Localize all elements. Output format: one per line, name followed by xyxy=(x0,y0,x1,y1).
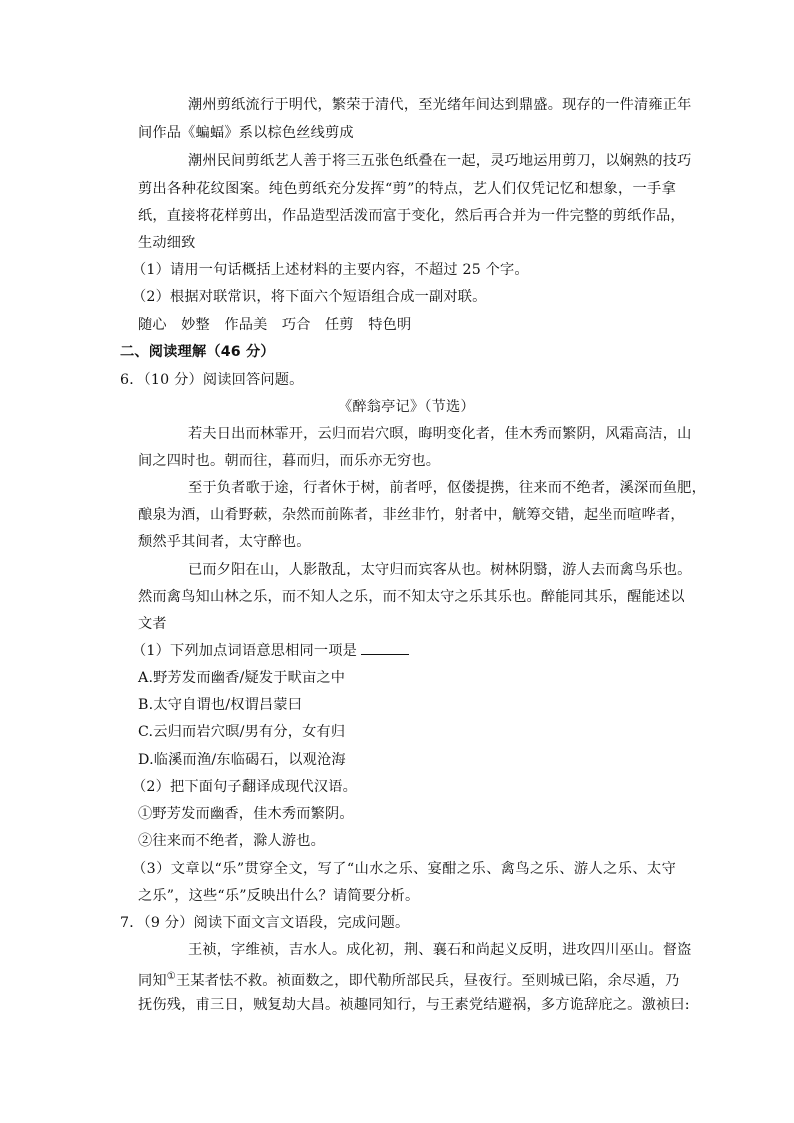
subquestion-3-line2: 之乐”，这些“乐”反映出什么？请简要分析。 xyxy=(138,888,420,904)
material-para2-line4: 生动细致 xyxy=(138,235,196,251)
passage-para2-line2: 酿泉为酒，山肴野蔌，杂然而前陈者，非丝非竹，射者中，觥筹交错，起坐而喧哗者， xyxy=(138,507,685,523)
passage-para3-line2: 然而禽鸟知山林之乐，而不知人之乐，而不知太守之乐其乐也。醉能同其乐，醒能述以 xyxy=(138,589,685,605)
passage-para2-line3: 颓然乎其间者，太守醉也。 xyxy=(138,534,311,550)
subquestion-3-line1: （3）文章以“乐”贯穿全文，写了“山水之乐、宴酣之乐、禽鸟之乐、游人之乐、太守 xyxy=(132,861,676,877)
translate-sentence-1: ①野芳发而幽香，佳木秀而繁阴。 xyxy=(138,806,354,822)
question-7-stem: 7．（9 分）阅读下面文言文语段，完成问题。 xyxy=(120,915,410,931)
subquestion-1 xyxy=(132,642,409,660)
translate-sentence-2: ②往来而不绝者，滁人游也。 xyxy=(138,833,326,849)
question-6-stem: 6．（10 分）阅读回答问题。 xyxy=(120,372,304,388)
option-d: D.临溪而渔/东临碣石，以观沧海 xyxy=(138,752,346,768)
q7-passage-line1: 王祯，字维祯，吉水人。成化初，荆、襄石和尚起义反明，进攻四川巫山。督盗 xyxy=(188,942,692,958)
q7-line2-rest: 王某者怯不救。祯面数之，即代勒所部民兵，昼夜行。至则城已陷，余尽遁，乃 xyxy=(175,973,680,989)
answer-blank xyxy=(361,642,409,655)
couplet-phrases: 随心 妙整 作品美 巧合 任剪 特色明 xyxy=(138,317,412,333)
passage-para1-line2: 间之四时也。朝而往，暮而归，而乐亦无穷也。 xyxy=(138,453,441,469)
material-para1-line2: 间作品《蝙蝠》系以棕色丝线剪成 xyxy=(138,125,354,141)
passage-para3-line3: 文者 xyxy=(138,616,167,632)
subquestion-1-text: （1）下列加点词语意思相同一项是 xyxy=(132,643,358,659)
q7-passage-line2 xyxy=(138,968,680,990)
passage-para2-line1: 至于负者歌于途，行者休于树，前者呼，伛偻提携，往来而不绝者，溪深而鱼肥， xyxy=(188,480,706,496)
option-c: C.云归而岩穴暝/男有分，女有归 xyxy=(138,724,346,740)
material-question-1: （1）请用一句话概括上述材料的主要内容，不超过 25 个字。 xyxy=(132,262,529,278)
material-para1-line1: 潮州剪纸流行于明代，繁荣于清代，至光绪年间达到鼎盛。现存的一件清雍正年 xyxy=(188,97,692,113)
passage-para1-line1: 若夫日出而林霏开，云归而岩穴暝，晦明变化者，佳木秀而繁阴，风霜高洁，山 xyxy=(188,426,692,442)
q7-passage-line3: 抚伤残，甫三日，贼复劫大昌。祯趣同知行，与王素党结避祸，多方诡辞庇之。激祯曰: xyxy=(138,997,690,1013)
material-para2-line1: 潮州民间剪纸艺人善于将三五张色纸叠在一起，灵巧地运用剪刀，以娴熟的技巧 xyxy=(188,153,692,169)
option-a: A.野芳发而幽香/疑发于畎亩之中 xyxy=(138,670,346,686)
option-b: B.太守自谓也/权谓吕蒙曰 xyxy=(138,697,303,713)
q7-line2-start: 同知 xyxy=(138,973,167,989)
material-para2-line3: 纸，直接将花样剪出，作品造型活泼而富于变化，然后再合并为一件完整的剪纸作品， xyxy=(138,208,685,224)
material-para2-line2: 剪出各种花纹图案。纯色剪纸充分发挥“剪”的特点，艺人们仅凭记忆和想象，一手拿 xyxy=(138,181,676,197)
material-question-2: （2）根据对联常识，将下面六个短语组合成一副对联。 xyxy=(132,289,487,305)
passage-title: 《醉翁亭记》（节选） xyxy=(338,399,475,415)
passage-para3-line1: 已而夕阳在山，人影散乱，太守归而宾客从也。树林阴翳，游人去而禽鸟乐也。 xyxy=(188,562,692,578)
section-heading: 二、阅读理解（46 分） xyxy=(120,344,275,360)
subquestion-2: （2）把下面句子翻译成现代汉语。 xyxy=(132,779,358,795)
footnote-marker: ① xyxy=(166,971,176,982)
